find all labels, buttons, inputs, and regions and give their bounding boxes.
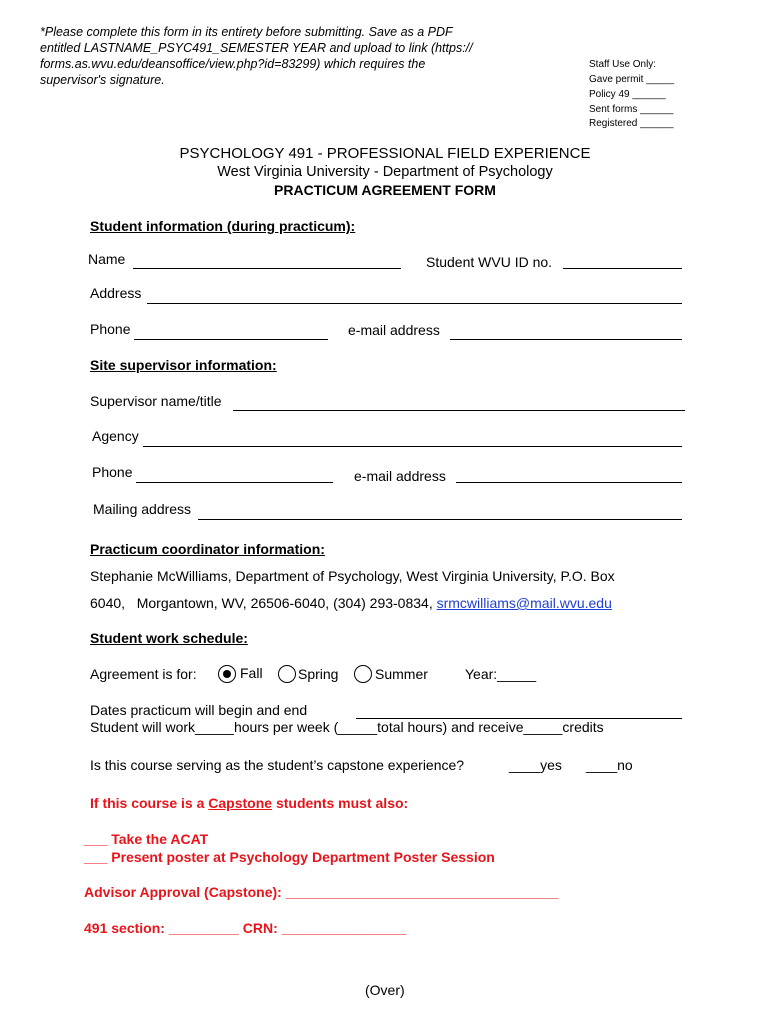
schedule-heading: Student work schedule: [90,630,248,646]
capstone-no[interactable]: ____no [586,757,633,773]
instructions-note [40,24,500,88]
capstone-intro-link: Capstone [208,795,273,811]
section-crn: 491 section: _________ CRN: ________________ [84,920,407,936]
student-email-field[interactable] [450,339,682,340]
coordinator-line-1: Stephanie McWilliams, Department of Psychology, West Virginia University, P.O. Box [90,568,615,584]
coordinator-email-link[interactable]: srmcwilliams@mail.wvu.edu [436,595,612,611]
mailing-address-label: Mailing address [93,501,192,517]
capstone-intro-suffix: students must also: [272,795,409,811]
advisor-approval: Advisor Approval (Capstone): ___________________________________ [84,884,559,900]
student-id-label: Student WVU ID no. [426,254,553,270]
dates-label: Dates practicum will begin and end [90,702,308,718]
staff-sent-forms: Sent forms ______ [589,104,674,115]
supervisor-email-field[interactable] [456,482,682,483]
term-spring-label: Spring [298,666,339,682]
year-label: Year:_____ [465,666,537,682]
over-label: (Over) [365,982,405,998]
student-email-label: e-mail address [348,322,440,338]
coordinator-info-heading: Practicum coordinator information: [90,541,325,557]
supervisor-email-label: e-mail address [354,468,446,484]
supervisor-phone-field[interactable] [136,482,333,483]
capstone-yes[interactable]: ____yes [509,757,562,773]
student-name-label: Name [88,251,126,267]
agency-field[interactable] [143,446,682,447]
staff-registered: Registered ______ [589,118,674,129]
student-phone-field[interactable] [134,339,328,340]
work-hours-line: Student will work_____hours per week (_____total hours) and receive_____credits [90,719,604,735]
capstone-intro [90,795,408,811]
capstone-question: Is this course serving as the student’s capstone experience? [90,757,465,773]
staff-gave-permit: Gave permit _____ [589,74,675,85]
student-address-field[interactable] [147,303,682,304]
instructions-line-4: supervisor's signature. [40,73,165,87]
student-address-label: Address [90,285,142,301]
instructions-line-2: entitled LASTNAME_PSYC491_SEMESTER YEAR and upload to link (https:// [40,41,473,55]
student-info-heading: Student information (during practicum): [90,218,356,234]
capstone-intro-prefix: If this course is a [90,795,209,811]
coordinator-address: 6040, Morgantown, WV, 26506-6040, (304) 293-0834, [90,595,437,611]
term-summer-label: Summer [375,666,428,682]
student-id-field[interactable] [563,268,682,269]
supervisor-phone-label: Phone [92,464,133,480]
capstone-task-acat: ___ Take the ACAT [84,831,209,847]
instructions-line-3: forms.as.wvu.edu/deansoffice/view.php?id=83299) which requires the [40,57,426,71]
course-title: PSYCHOLOGY 491 - PROFESSIONAL FIELD EXPERIENCE [179,145,591,162]
supervisor-name-label: Supervisor name/title [90,393,222,409]
instructions-line-1: *Please complete this form in its entirety before submitting. Save as a PDF [40,25,453,39]
term-fall-label: Fall [240,665,263,681]
form-title: PRACTICUM AGREEMENT FORM [274,182,496,198]
mailing-address-field[interactable] [198,519,682,520]
agency-label: Agency [92,428,139,444]
coordinator-line-2 [90,595,612,611]
staff-use-heading: Staff Use Only: [589,59,657,70]
radio-spring[interactable] [278,665,296,683]
agreement-label: Agreement is for: [90,666,197,682]
student-phone-label: Phone [90,321,131,337]
radio-fall[interactable] [218,665,236,683]
staff-policy: Policy 49 ______ [589,89,666,100]
radio-selected-dot [223,670,231,678]
supervisor-info-heading: Site supervisor information: [90,357,277,373]
university-title: West Virginia University - Department of Psychology [217,164,553,180]
radio-summer[interactable] [354,665,372,683]
capstone-task-poster: ___ Present poster at Psychology Department Poster Session [84,849,495,865]
staff-use-box [589,58,674,131]
student-name-field[interactable] [133,268,401,269]
supervisor-name-field[interactable] [233,410,685,411]
